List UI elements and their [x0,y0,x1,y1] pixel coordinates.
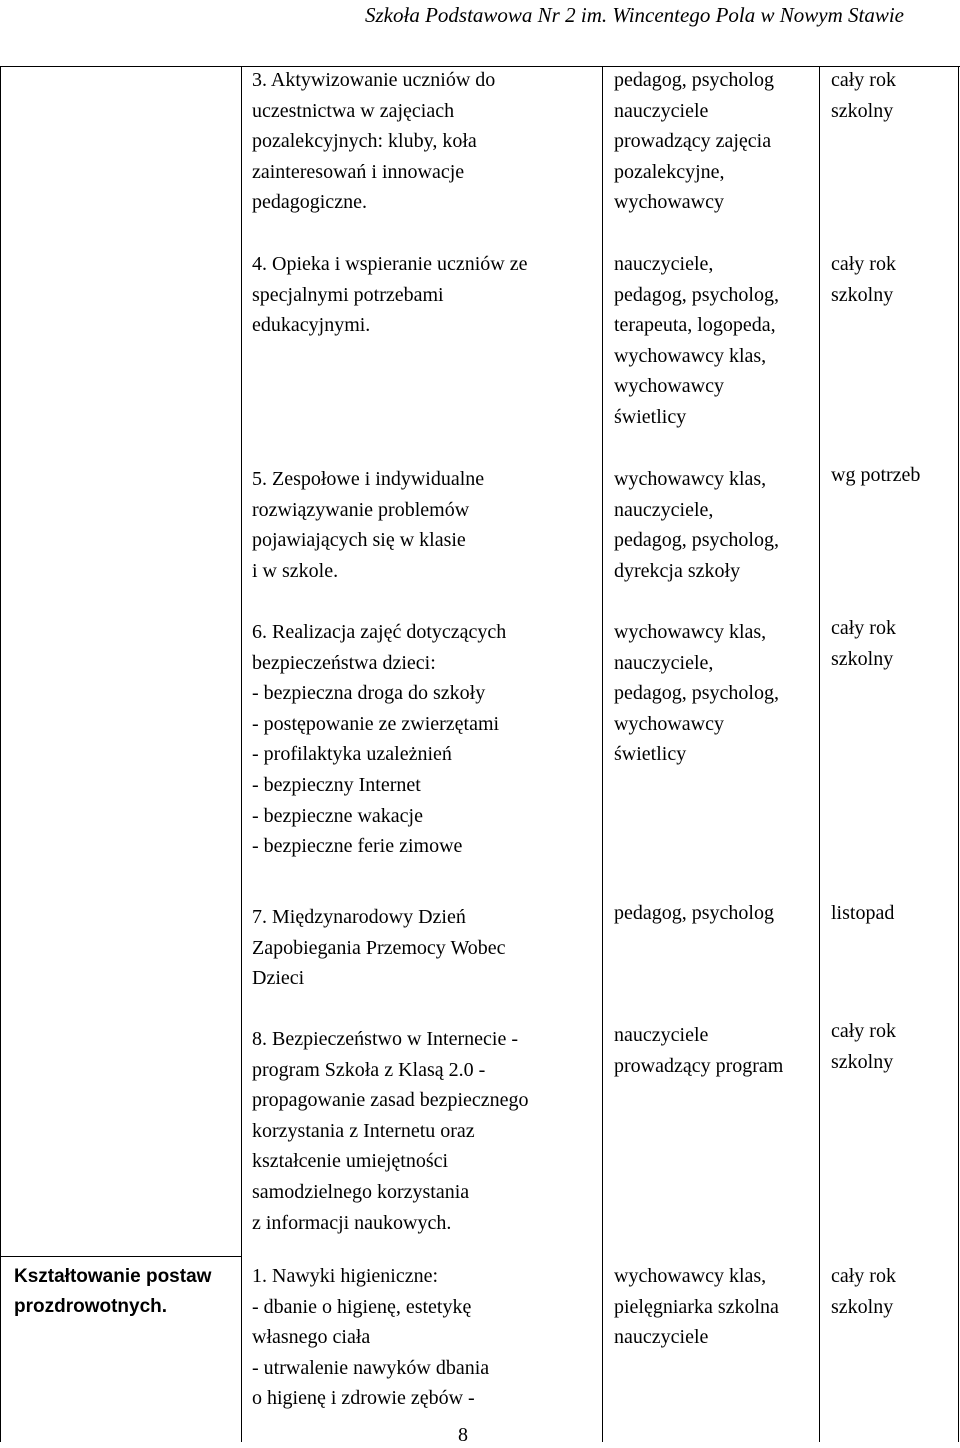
responsible-cell: nauczyciele, pedagog, psycholog, terapeuta, logopeda, wychowawcy klas, wychowawcy świetlicy [614,253,779,428]
column-divider-1 [241,66,242,1442]
task-cell: 3. Aktywizowanie uczniów do uczestnictwa w zajęciach pozalekcyjnych: kluby, koła zainteresowań i innowacje pedagogiczne. [252,69,496,214]
responsible-cell: wychowawcy klas, nauczyciele, pedagog, psycholog, dyrekcja szkoły [614,468,779,582]
task-cell: 7. Międzynarodowy Dzień Zapobiegania Przemocy Wobec Dzieci [252,906,506,990]
responsible-cell: pedagog, psycholog [614,902,774,924]
deadline-cell: cały rok szkolny [831,1020,896,1073]
section-label: Kształtowanie postaw prozdrowotnych. [14,1266,212,1317]
page-number: 8 [458,1424,468,1446]
section-divider [0,1256,242,1257]
document-header: Szkoła Podstawowa Nr 2 im. Wincentego Pola w Nowym Stawie [365,3,904,27]
deadline-cell: cały rok szkolny [831,1265,896,1318]
task-cell: 4. Opieka i wspieranie uczniów ze specjalnymi potrzebami edukacyjnymi. [252,253,528,337]
responsible-cell: nauczyciele prowadzący program [614,1024,784,1077]
task-cell: 1. Nawyki higieniczne: - dbanie o higienę, estetykę własnego ciała - utrwalenie nawyków dbania o higienę i zdrowie zębów - [252,1265,490,1410]
responsible-cell: pedagog, psycholog nauczyciele prowadzący zajęcia pozalekcyjne, wychowawcy [614,69,774,214]
table-right-border [958,66,959,1442]
deadline-cell: cały rok szkolny [831,617,896,670]
deadline-cell: listopad [831,902,895,924]
deadline-cell: wg potrzeb [831,464,921,486]
task-cell: 8. Bezpieczeństwo w Internecie - program Szkoła z Klasą 2.0 - propagowanie zasad bezpiecznego korzystania z Internetu oraz kształcenie umiejętności samodzielnego korzystania z informacji naukowych. [252,1028,529,1234]
table-left-border [0,66,1,1442]
task-cell: 6. Realizacja zajęć dotyczących bezpieczeństwa dzieci: - bezpieczna droga do szkoły - postępowanie ze zwierzętami - profilaktyka uzależnień - bezpieczny Internet - bezpieczne wakacje - bezpieczne ferie zimowe [252,621,507,858]
deadline-cell: cały rok szkolny [831,69,896,122]
responsible-cell: wychowawcy klas, pielęgniarka szkolna nauczyciele [614,1265,779,1349]
column-divider-3 [819,66,820,1442]
task-cell: 5. Zespołowe i indywidualne rozwiązywanie problemów pojawiających się w klasie i w szkole. [252,468,485,582]
responsible-cell: wychowawcy klas, nauczyciele, pedagog, psycholog, wychowawcy świetlicy [614,621,779,766]
column-divider-2 [602,66,603,1442]
deadline-cell: cały rok szkolny [831,253,896,306]
